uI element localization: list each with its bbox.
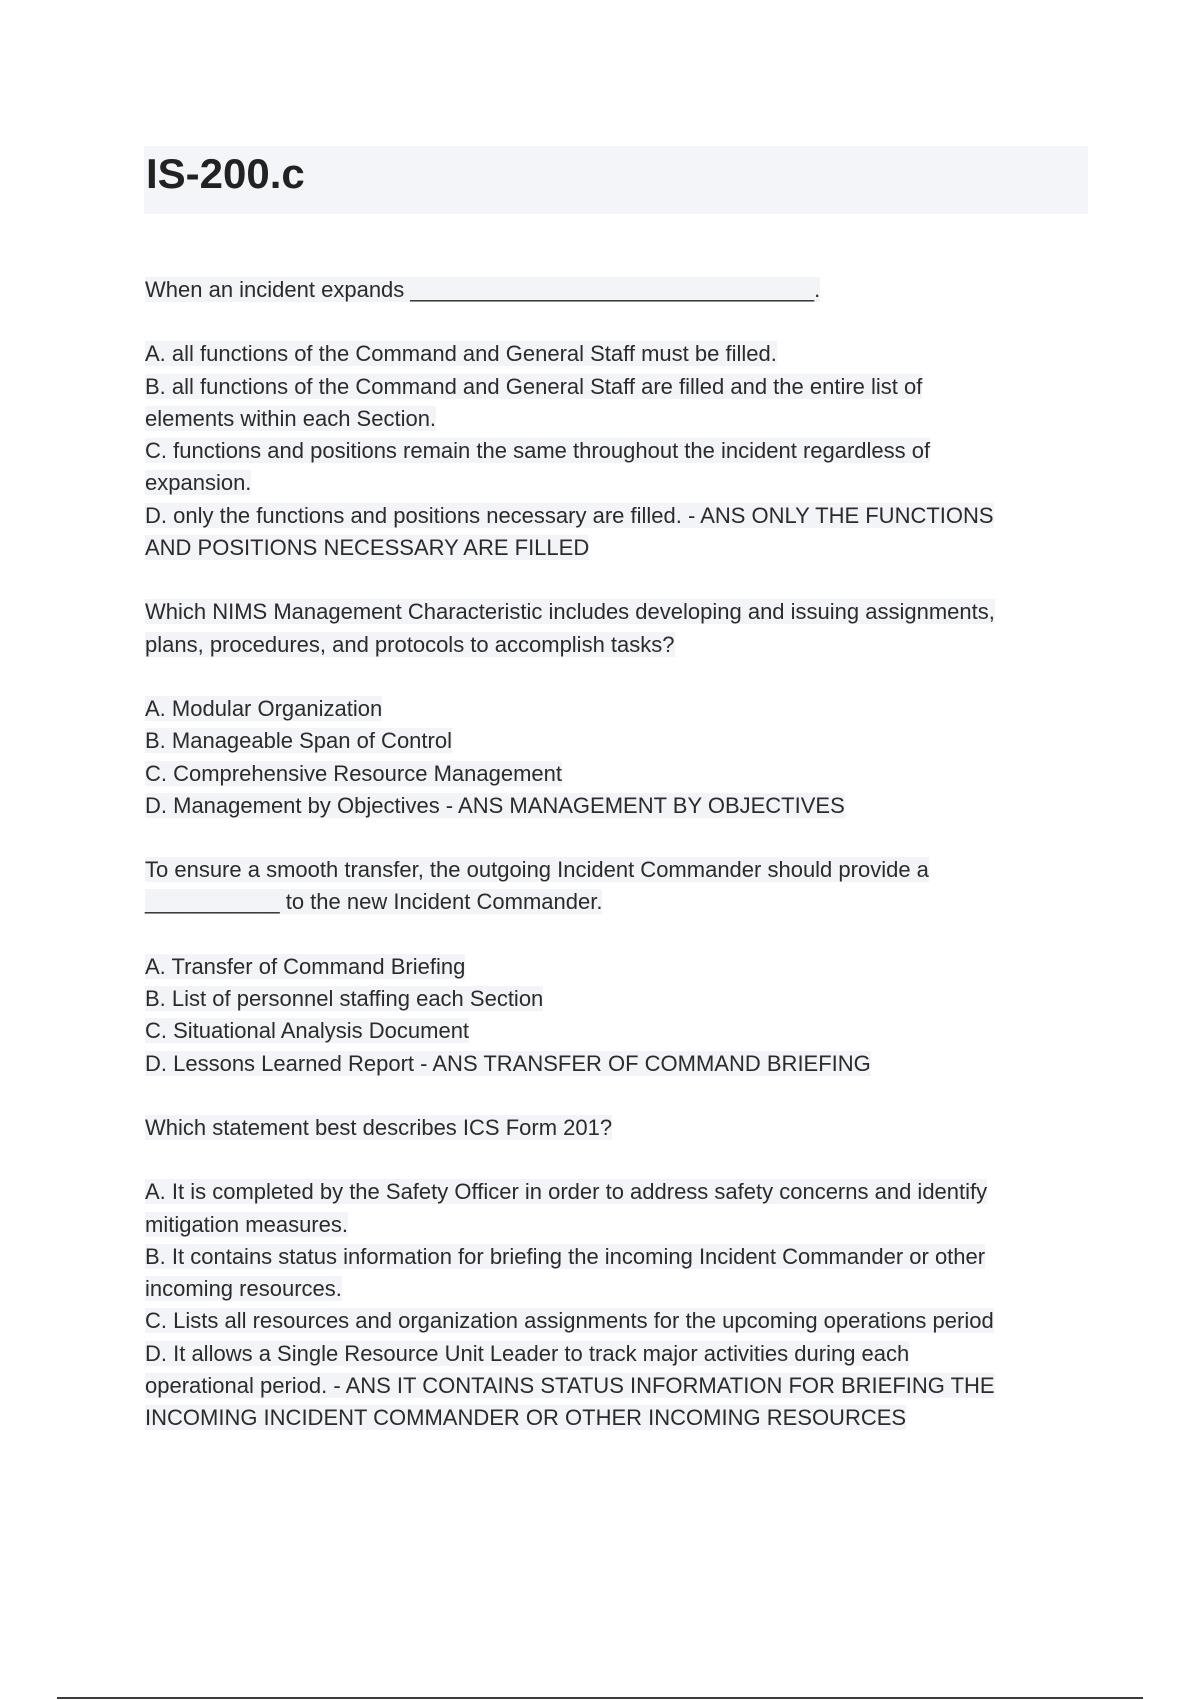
stem-line: When an incident expands _________________________________. xyxy=(145,277,821,302)
option-line: operational period. - ANS IT CONTAINS STATUS INFORMATION FOR BRIEFING THE xyxy=(145,1373,995,1399)
option-line: C. Comprehensive Resource Management xyxy=(145,760,562,786)
question-stem xyxy=(145,854,1095,919)
question-stem xyxy=(145,1112,1095,1144)
question-stem xyxy=(145,596,1095,661)
option-line: A. It is completed by the Safety Officer in order to address safety concerns and identify xyxy=(145,1179,988,1205)
stem-line: Which NIMS Management Characteristic includes developing and issuing assignments, xyxy=(145,599,995,625)
stem-line: plans, procedures, and protocols to accomplish tasks? xyxy=(145,631,675,657)
answer-options xyxy=(145,951,1095,1080)
option-line: expansion. xyxy=(145,470,252,496)
stem-line: Which statement best describes ICS Form 201? xyxy=(145,1114,613,1140)
question-list xyxy=(145,274,1095,1467)
option-line: D. It allows a Single Resource Unit Leader to track major activities during each xyxy=(145,1340,910,1366)
option-line: D. only the functions and positions necessary are filled. - ANS ONLY THE FUNCTIONS xyxy=(145,502,994,528)
answer-options xyxy=(145,693,1095,822)
option-line: AND POSITIONS NECESSARY ARE FILLED xyxy=(145,535,590,561)
stem-line: ___________ to the new Incident Commander. xyxy=(145,889,603,915)
option-line: D. Lessons Learned Report - ANS TRANSFER OF COMMAND BRIEFING xyxy=(145,1050,871,1076)
option-line: A. Modular Organization xyxy=(145,695,383,721)
option-line: C. Situational Analysis Document xyxy=(145,1018,470,1044)
option-line: D. Management by Objectives - ANS MANAGEMENT BY OBJECTIVES xyxy=(145,792,845,818)
question-stem xyxy=(145,274,1095,306)
option-line: A. Transfer of Command Briefing xyxy=(145,953,466,979)
option-line: incoming resources. xyxy=(145,1276,342,1302)
option-line: C. functions and positions remain the same throughout the incident regardless of xyxy=(145,438,931,464)
answer-options xyxy=(145,338,1095,564)
option-line: B. List of personnel staffing each Section xyxy=(145,986,544,1012)
stem-line: To ensure a smooth transfer, the outgoing Incident Commander should provide a xyxy=(145,857,929,883)
option-line: B. Manageable Span of Control xyxy=(145,728,452,754)
option-line: B. all functions of the Command and General Staff are filled and the entire list of xyxy=(145,373,923,399)
document-title: IS-200.c xyxy=(146,150,305,197)
footer-divider xyxy=(57,1697,1143,1699)
option-line: mitigation measures. xyxy=(145,1211,348,1237)
option-line: elements within each Section. xyxy=(145,405,437,431)
answer-options xyxy=(145,1176,1095,1434)
option-line: C. Lists all resources and organization assignments for the upcoming operations period xyxy=(145,1308,994,1334)
option-line: A. all functions of the Command and General Staff must be filled. xyxy=(145,341,777,367)
option-line: INCOMING INCIDENT COMMANDER OR OTHER INCOMING RESOURCES xyxy=(145,1405,907,1431)
option-line: B. It contains status information for briefing the incoming Incident Commander or other xyxy=(145,1243,986,1269)
